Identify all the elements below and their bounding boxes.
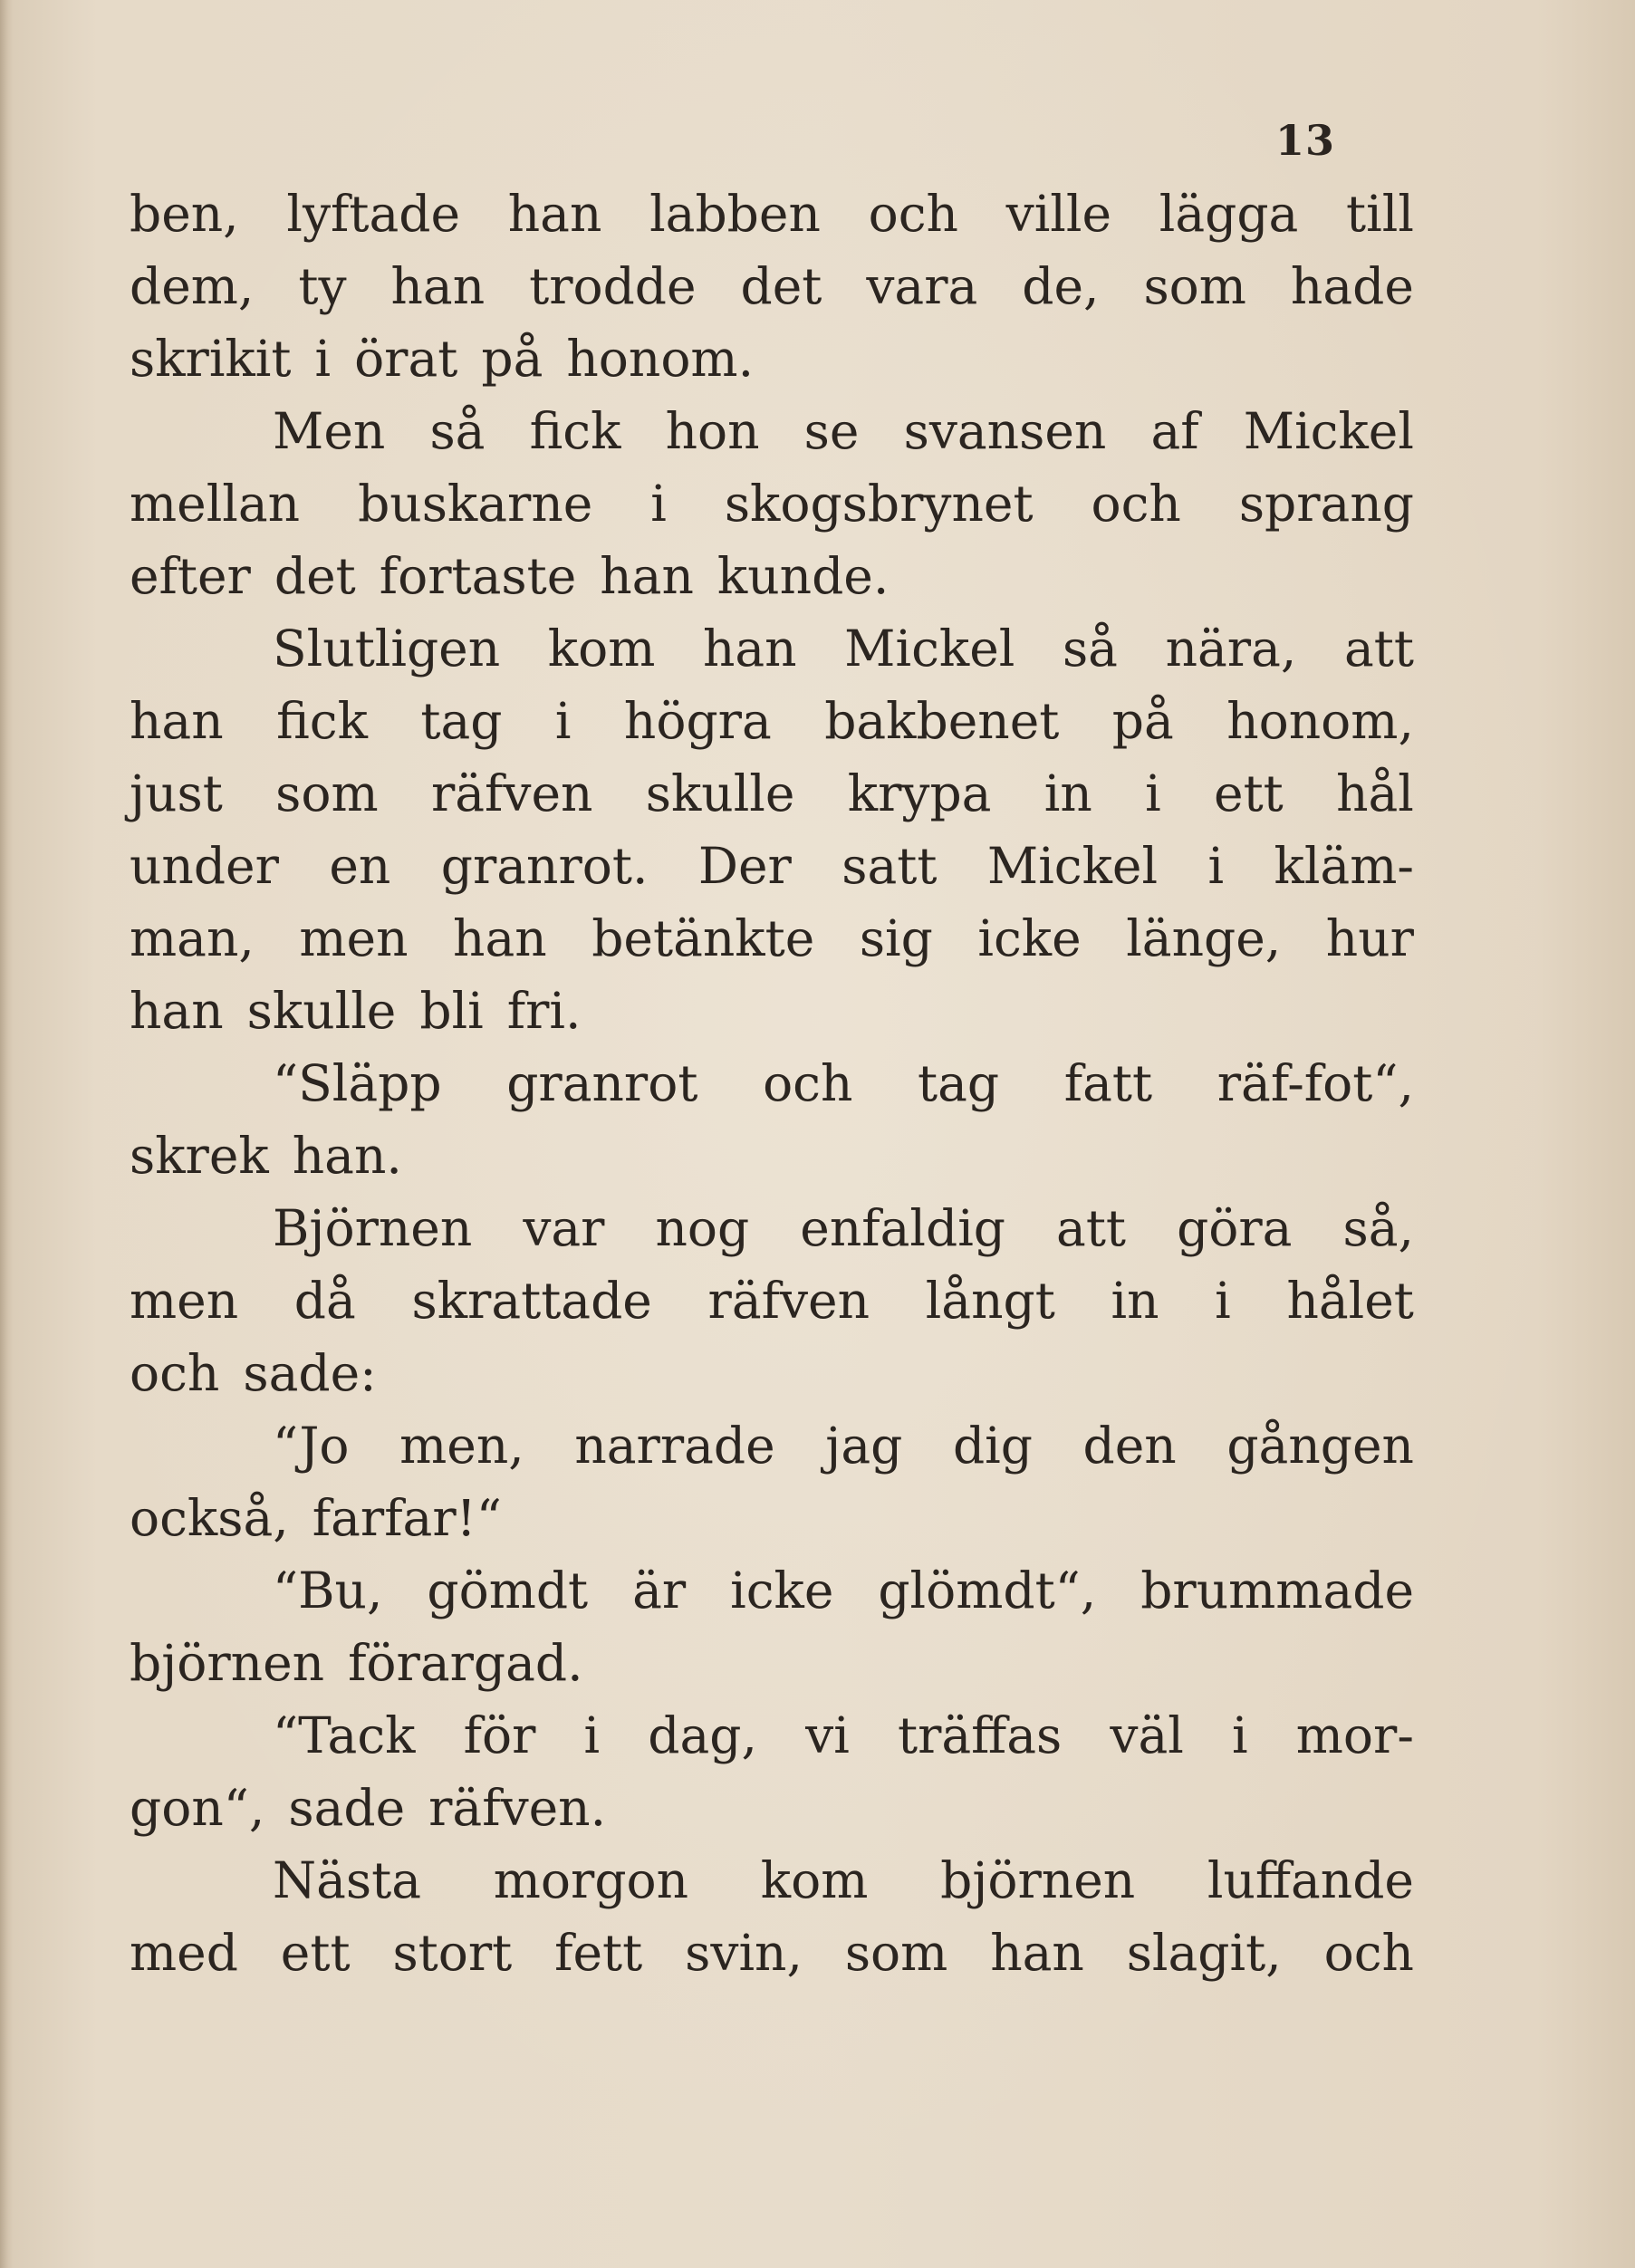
word: i (1207, 837, 1225, 895)
word: han (390, 257, 486, 315)
word: fri. (506, 982, 582, 1040)
word: i (650, 475, 667, 533)
word: i (314, 330, 332, 388)
word: så (1062, 620, 1118, 678)
word: “Släpp (273, 1054, 442, 1112)
word: Der (697, 837, 792, 895)
word: på (481, 330, 543, 388)
text-line (130, 322, 1414, 395)
word: kom (547, 620, 656, 678)
word: han (130, 692, 224, 750)
word: af (1150, 402, 1199, 460)
word: förargad. (348, 1634, 583, 1692)
word: glömdt“, (878, 1562, 1097, 1619)
text-line (130, 1047, 1414, 1120)
word: enfaldig (800, 1199, 1005, 1257)
word: han (453, 909, 547, 967)
word: skrikit (130, 330, 292, 388)
text-line (130, 1699, 1414, 1772)
word: räfven (430, 764, 593, 822)
word: göra (1177, 1199, 1293, 1257)
word: ett (1214, 764, 1284, 822)
text-line (130, 1482, 1414, 1554)
text-line (130, 1917, 1414, 1989)
word: hade (1290, 257, 1414, 315)
word: svansen (903, 402, 1107, 460)
word: nog (655, 1199, 750, 1257)
word: ett (280, 1924, 351, 1982)
word: labben (649, 185, 821, 243)
word: men (299, 909, 409, 967)
word: stort (392, 1924, 513, 1982)
text-line (130, 612, 1414, 685)
word: är (632, 1562, 687, 1619)
word: Slutligen (273, 620, 501, 678)
word: han (990, 1924, 1084, 1982)
word: vi (805, 1706, 850, 1764)
text-line (130, 1844, 1414, 1917)
word: in (1044, 764, 1092, 822)
word: Mickel (986, 837, 1159, 895)
word: dig (952, 1417, 1033, 1475)
text-line (130, 1337, 1414, 1409)
word: räfven (707, 1272, 870, 1330)
word: långt (925, 1272, 1055, 1330)
word: vara (866, 257, 978, 315)
word: “Jo (273, 1417, 350, 1475)
word: och (1323, 1924, 1414, 1982)
word: var (523, 1199, 605, 1257)
word: länge, (1126, 909, 1282, 967)
word: på (1111, 692, 1174, 750)
word: hon (665, 402, 760, 460)
word: som (275, 764, 379, 822)
word: en (329, 837, 391, 895)
word: hålet (1286, 1272, 1414, 1330)
word: fatt (1063, 1054, 1153, 1112)
text-line (130, 830, 1414, 902)
text-line (130, 1554, 1414, 1627)
text-line (130, 757, 1414, 830)
word: då (293, 1272, 356, 1330)
text-line (130, 467, 1414, 540)
word: mellan (130, 475, 301, 533)
page-binding-edge (0, 0, 13, 2268)
word: träffas (897, 1706, 1063, 1764)
word: brummade (1140, 1562, 1414, 1619)
word: högra (623, 692, 772, 750)
word: kläm- (1274, 837, 1414, 895)
word: se (803, 402, 860, 460)
word: dem, (130, 257, 255, 315)
word: björnen (130, 1634, 325, 1692)
word: Björnen (273, 1199, 473, 1257)
word: betänkte (591, 909, 815, 967)
text-line (130, 1264, 1414, 1337)
word: de, (1022, 257, 1100, 315)
word: icke (977, 909, 1082, 967)
word: han (600, 547, 694, 605)
word: satt (842, 837, 938, 895)
word: lyftade (286, 185, 461, 243)
word: honom, (1226, 692, 1414, 750)
word: i (554, 692, 572, 750)
word: Mickel (844, 620, 1015, 678)
word: sade: (243, 1344, 377, 1402)
word: att (1056, 1199, 1127, 1257)
text-line (130, 1192, 1414, 1264)
word: farfar!“ (312, 1489, 502, 1547)
text-line (130, 685, 1414, 757)
word: så, (1342, 1199, 1414, 1257)
word: tag (918, 1054, 1000, 1112)
word: det (740, 257, 822, 315)
word: kunde. (717, 547, 890, 605)
word: fett (554, 1924, 643, 1982)
word: jag (825, 1417, 903, 1475)
word: skulle (645, 764, 795, 822)
word: och (130, 1344, 220, 1402)
word: räfven. (428, 1779, 607, 1837)
word: Mickel (1243, 402, 1414, 460)
word: ty (298, 257, 347, 315)
text-line (130, 1120, 1414, 1192)
word: “Bu, (273, 1562, 383, 1619)
word: krypa (847, 764, 992, 822)
word: man, (130, 909, 255, 967)
word: Men (273, 402, 386, 460)
word: skogsbrynet (724, 475, 1034, 533)
word: skulle (246, 982, 397, 1040)
word: han (702, 620, 797, 678)
word: han (130, 982, 224, 1040)
word: narrade (574, 1417, 775, 1475)
word: med (130, 1924, 238, 1982)
word: icke (730, 1562, 834, 1619)
word: i (1215, 1272, 1231, 1330)
word: Nästa (273, 1851, 422, 1909)
text-line (130, 902, 1414, 975)
word: luffande (1207, 1851, 1414, 1909)
word: tag (420, 692, 503, 750)
word: mor- (1295, 1706, 1414, 1764)
word: men (130, 1272, 239, 1330)
word: och (763, 1054, 853, 1112)
word: sig (859, 909, 933, 967)
word: sprang (1238, 475, 1414, 533)
text-line (130, 1772, 1414, 1844)
word: och (868, 185, 958, 243)
word: fick (529, 402, 621, 460)
word: väl (1110, 1706, 1184, 1764)
word: hur (1325, 909, 1414, 967)
word: under (130, 837, 279, 895)
word: morgon (493, 1851, 689, 1909)
text-line (130, 975, 1414, 1047)
word: så (429, 402, 486, 460)
word: trodde (529, 257, 697, 315)
word: honom. (566, 330, 755, 388)
word: att (1343, 620, 1414, 678)
word: hål (1336, 764, 1414, 822)
text-line (130, 178, 1414, 250)
word: som (844, 1924, 948, 1982)
word: gången (1226, 1417, 1414, 1475)
word: granrot (506, 1054, 698, 1112)
word: gömdt (427, 1562, 589, 1619)
text-line (130, 1409, 1414, 1482)
word: granrot. (440, 837, 649, 895)
word: örat (354, 330, 458, 388)
word: det (274, 547, 356, 605)
word: fortaste (379, 547, 577, 605)
word: i (1232, 1706, 1248, 1764)
body-text (130, 178, 1414, 1989)
word: skrek (130, 1127, 269, 1185)
word: sade (288, 1779, 406, 1837)
word: buskarne (358, 475, 593, 533)
word: gon“, (130, 1779, 265, 1837)
page-number: 13 (1275, 116, 1336, 165)
word: i (1145, 764, 1161, 822)
word: just (130, 764, 223, 822)
word: ben, (130, 185, 239, 243)
word: ville (1005, 185, 1112, 243)
word: fick (276, 692, 368, 750)
word: räf-fot“, (1217, 1054, 1414, 1112)
text-line (130, 540, 1414, 612)
word: björnen (940, 1851, 1136, 1909)
text-line (130, 395, 1414, 467)
word: slagit, (1126, 1924, 1282, 1982)
word: och (1091, 475, 1181, 533)
word: den (1082, 1417, 1177, 1475)
word: dag, (648, 1706, 757, 1764)
text-line (130, 1627, 1414, 1699)
word: kom (760, 1851, 869, 1909)
text-line (130, 250, 1414, 322)
word: svin, (685, 1924, 803, 1982)
word: bakbenet (824, 692, 1060, 750)
word: för (463, 1706, 536, 1764)
word: men, (399, 1417, 524, 1475)
word: in (1111, 1272, 1159, 1330)
word: skrattade (411, 1272, 652, 1330)
word: nära, (1165, 620, 1297, 678)
word: han. (292, 1127, 402, 1185)
word: efter (130, 547, 251, 605)
word: till (1346, 185, 1414, 243)
word: bli (419, 982, 484, 1040)
word: i (583, 1706, 601, 1764)
word: “Tack (273, 1706, 416, 1764)
word: som (1143, 257, 1246, 315)
word: han (507, 185, 602, 243)
word: också, (130, 1489, 289, 1547)
word: lägga (1159, 185, 1299, 243)
